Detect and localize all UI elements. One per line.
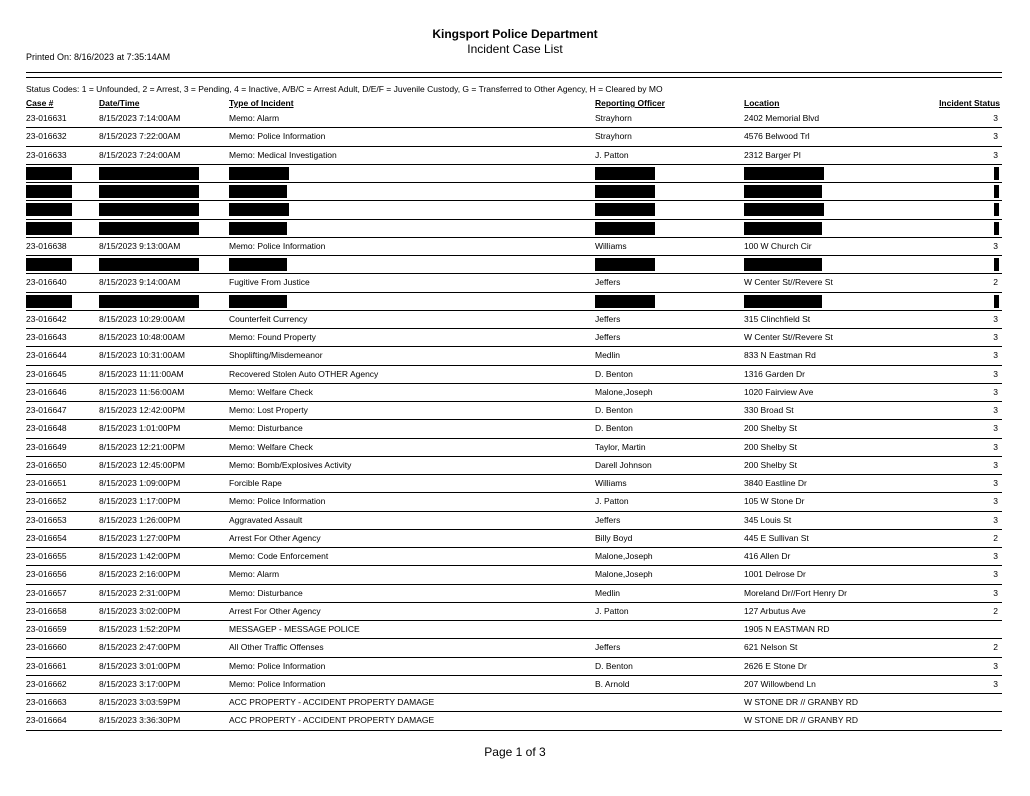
redaction-bar: [994, 258, 999, 271]
redaction-bar: [994, 203, 999, 216]
incident-status: 2: [993, 277, 998, 288]
redaction-bar: [744, 222, 822, 235]
date-time: 8/15/2023 2:31:00PM: [99, 587, 181, 598]
incident-type: ACC PROPERTY - ACCIDENT PROPERTY DAMAGE: [229, 715, 435, 726]
redaction-bar: [595, 185, 655, 198]
redaction-bar: [229, 203, 289, 216]
date-time: 8/15/2023 1:27:00PM: [99, 532, 181, 543]
table-row: [26, 639, 1002, 657]
date-time: 8/15/2023 3:36:30PM: [99, 715, 181, 726]
incident-type: Memo: Disturbance: [229, 423, 303, 434]
location: 105 W Stone Dr: [744, 496, 805, 507]
incident-status: 3: [993, 313, 998, 324]
reporting-officer: Strayhorn: [595, 131, 632, 142]
date-time: 8/15/2023 2:16:00PM: [99, 569, 181, 580]
reporting-officer: Billy Boyd: [595, 532, 633, 543]
case-number: 23-016659: [26, 624, 67, 634]
redaction-bar: [99, 258, 199, 271]
case-number: 23-016645: [26, 368, 67, 379]
incident-status: 2: [993, 532, 998, 543]
page-number: Page 1 of 3: [484, 745, 546, 759]
incident-status: 3: [993, 660, 998, 671]
case-number: 23-016662: [26, 678, 67, 689]
location: W Center St//Revere St: [744, 332, 833, 342]
date-time: 8/15/2023 12:21:00PM: [99, 441, 186, 452]
location: W Center St//Revere St: [744, 277, 833, 288]
incident-type: Memo: Code Enforcement: [229, 551, 329, 561]
location: 1905 N EASTMAN RD: [744, 624, 830, 634]
date-time: 8/15/2023 1:17:00PM: [99, 496, 181, 507]
redaction-bar: [595, 167, 655, 180]
case-number: 23-016664: [26, 715, 67, 726]
table-row: [26, 274, 1002, 292]
date-time: 8/15/2023 10:31:00AM: [99, 350, 186, 361]
incident-type: Memo: Welfare Check: [229, 441, 313, 452]
redaction-bar: [99, 185, 199, 198]
col-header-status: Incident Status: [939, 98, 1000, 108]
table-row: [26, 621, 1002, 639]
incident-status: 3: [993, 441, 998, 452]
date-time: 8/15/2023 1:42:00PM: [99, 551, 181, 561]
location: 1316 Garden Dr: [744, 368, 805, 379]
redacted-row: [26, 201, 1002, 219]
status-codes-legend: Status Codes: 1 = Unfounded, 2 = Arrest, 3 = Pending, 4 = Inactive, A/B/C = Arrest Adult, D/E/F = Juvenile Custody, G = Transferred to Other Agency, H = Cleared by MO: [26, 84, 663, 94]
incident-status: 2: [993, 642, 998, 653]
date-time: 8/15/2023 1:52:20PM: [99, 624, 181, 634]
table-row: [26, 566, 1002, 584]
col-header-case: Case #: [26, 98, 54, 108]
incident-type: Memo: Welfare Check: [229, 386, 313, 397]
col-header-type: Type of Incident: [229, 98, 294, 108]
redaction-bar: [26, 203, 72, 216]
reporting-officer: B. Arnold: [595, 678, 630, 689]
incident-status: 3: [993, 368, 998, 379]
incident-status: 3: [993, 131, 998, 142]
redaction-bar: [26, 258, 72, 271]
location: 445 E Sullivan St: [744, 532, 809, 543]
incident-type: Memo: Found Property: [229, 332, 316, 342]
location: 2402 Memorial Blvd: [744, 113, 820, 123]
case-number: 23-016647: [26, 405, 67, 415]
incident-type: Counterfeit Currency: [229, 313, 308, 324]
incident-type: Memo: Alarm: [229, 113, 280, 123]
redaction-bar: [744, 295, 822, 308]
case-number: 23-016658: [26, 605, 67, 616]
location: 1001 Delrose Dr: [744, 569, 806, 580]
case-number: 23-016640: [26, 277, 67, 288]
table-row: [26, 128, 1002, 146]
reporting-officer: Jeffers: [595, 642, 621, 653]
incident-type: Memo: Police Information: [229, 240, 326, 251]
incident-status: 3: [993, 113, 998, 123]
table-row: [26, 493, 1002, 511]
incident-type: Forcible Rape: [229, 478, 282, 488]
redaction-bar: [994, 167, 999, 180]
reporting-officer: Jeffers: [595, 313, 621, 324]
incident-type: Memo: Police Information: [229, 660, 326, 671]
incident-type: Memo: Medical Investigation: [229, 149, 337, 160]
date-time: 8/15/2023 3:03:59PM: [99, 697, 181, 707]
redaction-bar: [99, 295, 199, 308]
location: 4576 Belwood Trl: [744, 131, 810, 142]
reporting-officer: D. Benton: [595, 368, 633, 379]
date-time: 8/15/2023 7:24:00AM: [99, 149, 181, 160]
incident-status: 3: [993, 405, 998, 415]
date-time: 8/15/2023 1:01:00PM: [99, 423, 181, 434]
incident-type: Memo: Police Information: [229, 678, 326, 689]
date-time: 8/15/2023 2:47:00PM: [99, 642, 181, 653]
case-number: 23-016644: [26, 350, 67, 361]
date-time: 8/15/2023 1:09:00PM: [99, 478, 181, 488]
location: Moreland Dr//Fort Henry Dr: [744, 587, 847, 598]
table-row: [26, 329, 1002, 347]
incident-type: Memo: Disturbance: [229, 587, 303, 598]
incident-status: 3: [993, 332, 998, 342]
date-time: 8/15/2023 12:45:00PM: [99, 459, 186, 470]
location: W STONE DR // GRANBY RD: [744, 715, 858, 726]
date-time: 8/15/2023 3:02:00PM: [99, 605, 181, 616]
header-rule-top: [26, 72, 1002, 73]
reporting-officer: Medlin: [595, 587, 621, 598]
table-row: [26, 347, 1002, 365]
incident-type: Arrest For Other Agency: [229, 532, 321, 543]
case-number: 23-016653: [26, 514, 67, 525]
table-row: [26, 585, 1002, 603]
case-number: 23-016655: [26, 551, 67, 561]
date-time: 8/15/2023 7:14:00AM: [99, 113, 181, 123]
case-number: 23-016648: [26, 423, 67, 434]
table-row: [26, 402, 1002, 420]
case-number: 23-016632: [26, 131, 67, 142]
location: 2312 Barger Pl: [744, 149, 801, 160]
redaction-bar: [595, 258, 655, 271]
redaction-bar: [994, 185, 999, 198]
report-title: Kingsport Police Department: [432, 27, 598, 41]
redaction-bar: [994, 222, 999, 235]
location: 100 W Church Cir: [744, 240, 812, 251]
location: 621 Nelson St: [744, 642, 798, 653]
reporting-officer: Malone,Joseph: [595, 551, 653, 561]
incident-type: ACC PROPERTY - ACCIDENT PROPERTY DAMAGE: [229, 697, 435, 707]
incident-type: Shoplifting/Misdemeanor: [229, 350, 323, 361]
reporting-officer: D. Benton: [595, 660, 633, 671]
redaction-bar: [99, 222, 199, 235]
date-time: 8/15/2023 9:13:00AM: [99, 240, 181, 251]
redaction-bar: [744, 185, 822, 198]
redacted-row: [26, 165, 1002, 183]
header-rule-bottom: [26, 77, 1002, 78]
location: 1020 Fairview Ave: [744, 386, 814, 397]
redaction-bar: [595, 295, 655, 308]
case-number: 23-016649: [26, 441, 67, 452]
redacted-row: [26, 256, 1002, 274]
reporting-officer: Jeffers: [595, 514, 621, 525]
incident-status: 3: [993, 459, 998, 470]
location: 200 Shelby St: [744, 441, 797, 452]
date-time: 8/15/2023 10:29:00AM: [99, 313, 186, 324]
case-number: 23-016651: [26, 478, 67, 488]
table-row: [26, 366, 1002, 384]
incident-status: 3: [993, 149, 998, 160]
reporting-officer: Jeffers: [595, 332, 621, 342]
redaction-bar: [994, 295, 999, 308]
incident-status: 3: [993, 569, 998, 580]
table-row: [26, 512, 1002, 530]
reporting-officer: J. Patton: [595, 149, 629, 160]
redaction-bar: [229, 222, 287, 235]
incident-type: Memo: Alarm: [229, 569, 280, 580]
case-number: 23-016652: [26, 496, 67, 507]
date-time: 8/15/2023 12:42:00PM: [99, 405, 186, 415]
table-row: [26, 110, 1002, 128]
date-time: 8/15/2023 1:26:00PM: [99, 514, 181, 525]
incident-status: 3: [993, 350, 998, 361]
case-number: 23-016633: [26, 149, 67, 160]
incident-status: 3: [993, 587, 998, 598]
incident-status: 3: [993, 551, 998, 561]
location: 200 Shelby St: [744, 459, 797, 470]
location: 416 Allen Dr: [744, 551, 791, 561]
redaction-bar: [99, 203, 199, 216]
location: 3840 Eastline Dr: [744, 478, 807, 488]
date-time: 8/15/2023 10:48:00AM: [99, 332, 186, 342]
incident-status: 3: [993, 678, 998, 689]
case-number: 23-016656: [26, 569, 67, 580]
report-subtitle: Incident Case List: [467, 42, 563, 56]
table-row: [26, 603, 1002, 621]
reporting-officer: Malone,Joseph: [595, 569, 653, 580]
case-number: 23-016657: [26, 587, 67, 598]
table-row: [26, 712, 1002, 730]
case-number: 23-016646: [26, 386, 67, 397]
redaction-bar: [99, 167, 199, 180]
redaction-bar: [229, 258, 287, 271]
case-number: 23-016642: [26, 313, 67, 324]
incident-type: All Other Traffic Offenses: [229, 642, 324, 653]
reporting-officer: D. Benton: [595, 405, 633, 415]
incident-type: Memo: Lost Property: [229, 405, 308, 415]
incident-status: 3: [993, 423, 998, 434]
redaction-bar: [744, 203, 824, 216]
redaction-bar: [595, 203, 655, 216]
date-time: 8/15/2023 11:56:00AM: [99, 386, 185, 397]
redacted-row: [26, 183, 1002, 201]
incident-type: Memo: Bomb/Explosives Activity: [229, 459, 352, 470]
location: 2626 E Stone Dr: [744, 660, 807, 671]
incident-status: 3: [993, 496, 998, 507]
incident-type: Memo: Police Information: [229, 131, 326, 142]
case-number: 23-016650: [26, 459, 67, 470]
table-row: [26, 311, 1002, 329]
location: 200 Shelby St: [744, 423, 797, 434]
redaction-bar: [595, 222, 655, 235]
table-row: [26, 439, 1002, 457]
reporting-officer: Medlin: [595, 350, 621, 361]
location: 207 Willowbend Ln: [744, 678, 816, 689]
date-time: 8/15/2023 3:01:00PM: [99, 660, 181, 671]
col-header-officer: Reporting Officer: [595, 98, 665, 108]
reporting-officer: J. Patton: [595, 605, 629, 616]
redaction-bar: [26, 222, 72, 235]
reporting-officer: Darell Johnson: [595, 459, 652, 470]
reporting-officer: Malone,Joseph: [595, 386, 653, 397]
case-number: 23-016663: [26, 697, 67, 707]
case-number: 23-016654: [26, 532, 67, 543]
incident-type: Aggravated Assault: [229, 514, 303, 525]
table-row: [26, 530, 1002, 548]
printed-on: Printed On: 8/16/2023 at 7:35:14AM: [26, 52, 171, 62]
location: 315 Clinchfield St: [744, 313, 811, 324]
location: 345 Louis St: [744, 514, 792, 525]
reporting-officer: J. Patton: [595, 496, 629, 507]
incident-type: Memo: Police Information: [229, 496, 326, 507]
col-header-date: Date/Time: [99, 98, 140, 108]
table-row: [26, 384, 1002, 402]
date-time: 8/15/2023 7:22:00AM: [99, 131, 181, 142]
reporting-officer: D. Benton: [595, 423, 633, 434]
redaction-bar: [744, 258, 822, 271]
redaction-bar: [229, 295, 287, 308]
incident-type: Fugitive From Justice: [229, 277, 310, 288]
redaction-bar: [229, 185, 287, 198]
table-row: [26, 676, 1002, 694]
case-number: 23-016661: [26, 660, 67, 671]
incident-type: Recovered Stolen Auto OTHER Agency: [229, 368, 379, 379]
incident-type: MESSAGEP - MESSAGE POLICE: [229, 624, 360, 634]
col-header-location: Location: [744, 98, 780, 108]
location: 127 Arbutus Ave: [744, 605, 806, 616]
incident-status: 3: [993, 514, 998, 525]
table-row: [26, 548, 1002, 566]
table-row: [26, 457, 1002, 475]
table-row: [26, 658, 1002, 676]
date-time: 8/15/2023 9:14:00AM: [99, 277, 181, 288]
incident-status: 3: [993, 478, 998, 488]
redacted-row: [26, 293, 1002, 311]
case-number: 23-016638: [26, 240, 67, 251]
reporting-officer: Williams: [595, 478, 627, 488]
case-number: 23-016660: [26, 642, 67, 653]
redacted-row: [26, 220, 1002, 238]
table-row: [26, 694, 1002, 712]
date-time: 8/15/2023 11:11:00AM: [99, 368, 184, 379]
redaction-bar: [26, 295, 72, 308]
location: 833 N Eastman Rd: [744, 350, 816, 361]
incident-table: [26, 110, 1002, 731]
location: 330 Broad St: [744, 405, 794, 415]
date-time: 8/15/2023 3:17:00PM: [99, 678, 181, 689]
incident-status: 2: [993, 605, 998, 616]
incident-status: 3: [993, 386, 998, 397]
location: W STONE DR // GRANBY RD: [744, 697, 858, 707]
case-number: 23-016631: [26, 113, 67, 123]
reporting-officer: Taylor, Martin: [595, 441, 646, 452]
reporting-officer: Williams: [595, 240, 627, 251]
incident-type: Arrest For Other Agency: [229, 605, 321, 616]
redaction-bar: [229, 167, 289, 180]
redaction-bar: [26, 185, 72, 198]
incident-status: 3: [993, 240, 998, 251]
table-row: [26, 420, 1002, 438]
table-row: [26, 238, 1002, 256]
table-row: [26, 147, 1002, 165]
redaction-bar: [26, 167, 72, 180]
reporting-officer: Jeffers: [595, 277, 621, 288]
case-number: 23-016643: [26, 332, 67, 342]
redaction-bar: [744, 167, 824, 180]
reporting-officer: Strayhorn: [595, 113, 632, 123]
table-row: [26, 475, 1002, 493]
